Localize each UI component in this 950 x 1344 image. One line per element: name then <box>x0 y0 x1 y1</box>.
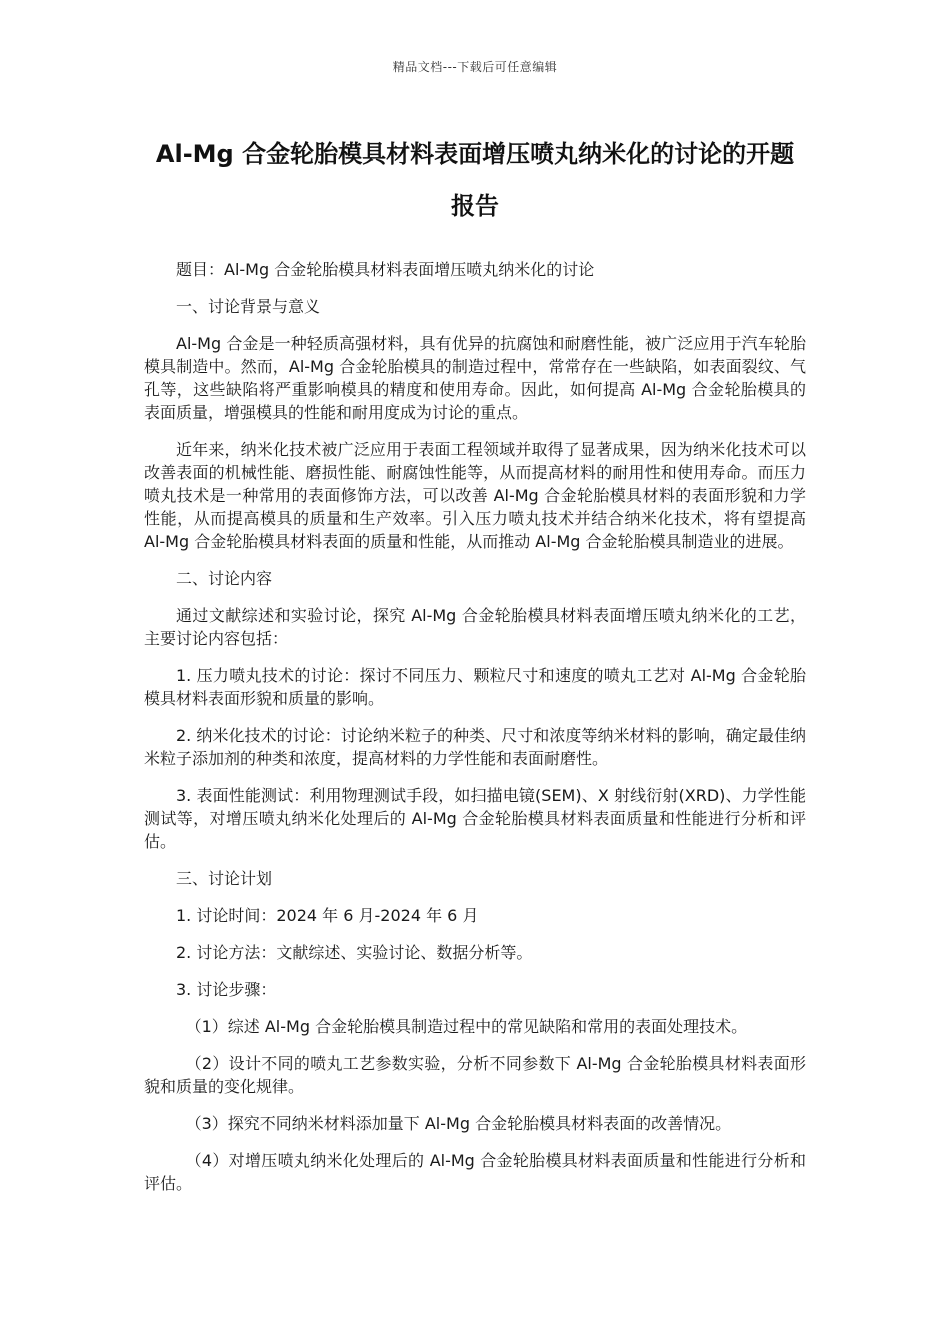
title-line-2: 报告 <box>451 192 499 220</box>
paragraph: 通过文献综述和实验讨论，探究 Al-Mg 合金轮胎模具材料表面增压喷丸纳米化的工艺，主要讨论内容包括： <box>144 606 806 648</box>
list-item: 1. 讨论时间：2024 年 6 月-2024 年 6 月 <box>176 906 479 925</box>
step-item: （1）综述 Al-Mg 合金轮胎模具制造过程中的常见缺陷和常用的表面处理技术。 <box>185 1017 748 1036</box>
list-item: 2. 讨论方法：文献综述、实验讨论、数据分析等。 <box>176 943 533 962</box>
document-body <box>144 258 806 1209</box>
list-item: 3. 讨论步骤： <box>176 980 277 999</box>
header-note: 精品文档---下载后可任意编辑 <box>392 60 558 74</box>
step-item: （2）设计不同的喷丸工艺参数实验，分析不同参数下 Al-Mg 合金轮胎模具材料表面形貌和质量的变化规律。 <box>144 1054 806 1096</box>
topic-line: 题目：Al-Mg 合金轮胎模具材料表面增压喷丸纳米化的讨论 <box>176 260 595 279</box>
list-item: 1. 压力喷丸技术的讨论：探讨不同压力、颗粒尺寸和速度的喷丸工艺对 Al-Mg 合金轮胎模具材料表面形貌和质量的影响。 <box>144 666 806 708</box>
paragraph: Al-Mg 合金是一种轻质高强材料，具有优异的抗腐蚀和耐磨性能，被广泛应用于汽车轮胎模具制造中。然而，Al-Mg 合金轮胎模具的制造过程中，常常存在一些缺陷，如表面裂纹、气孔等，这些缺陷将严重影响模具的精度和使用寿命。因此，如何提高 Al-Mg 合金轮胎模具的表面质量，增强模具的性能和耐用度成为讨论的重点。 <box>144 334 806 422</box>
paragraph: 近年来，纳米化技术被广泛应用于表面工程领域并取得了显著成果，因为纳米化技术可以改善表面的机械性能、磨损性能、耐腐蚀性能等，从而提高材料的耐用性和使用寿命。而压力喷丸技术是一种常用的表面修饰方法，可以改善 Al-Mg 合金轮胎模具材料的表面形貌和力学性能，从而提高模具的质量和生产效率。引入压力喷丸技术并结合纳米化技术，将有望提高 Al-Mg 合金轮胎模具材料表面的质量和性能，从而推动 Al-Mg 合金轮胎模具制造业的进展。 <box>144 440 806 551</box>
section-heading-content: 二、讨论内容 <box>176 569 273 588</box>
section-heading-plan: 三、讨论计划 <box>176 869 273 888</box>
step-item: （3）探究不同纳米材料添加量下 Al-Mg 合金轮胎模具材料表面的改善情况。 <box>185 1114 732 1133</box>
step-item: （4）对增压喷丸纳米化处理后的 Al-Mg 合金轮胎模具材料表面质量和性能进行分析和评估。 <box>144 1151 806 1193</box>
list-item: 3. 表面性能测试：利用物理测试手段，如扫描电镜(SEM)、X 射线衍射(XRD)、力学性能测试等，对增压喷丸纳米化处理后的 Al-Mg 合金轮胎模具材料表面质量和性能进行分析和评估。 <box>144 786 806 851</box>
document-title <box>120 128 830 232</box>
title-line-1: Al-Mg 合金轮胎模具材料表面增压喷丸纳米化的讨论的开题 <box>155 140 795 168</box>
list-item: 2. 纳米化技术的讨论：讨论纳米粒子的种类、尺寸和浓度等纳米材料的影响，确定最佳纳米粒子添加剂的种类和浓度，提高材料的力学性能和表面耐磨性。 <box>144 726 806 768</box>
section-heading-background: 一、讨论背景与意义 <box>176 297 321 316</box>
